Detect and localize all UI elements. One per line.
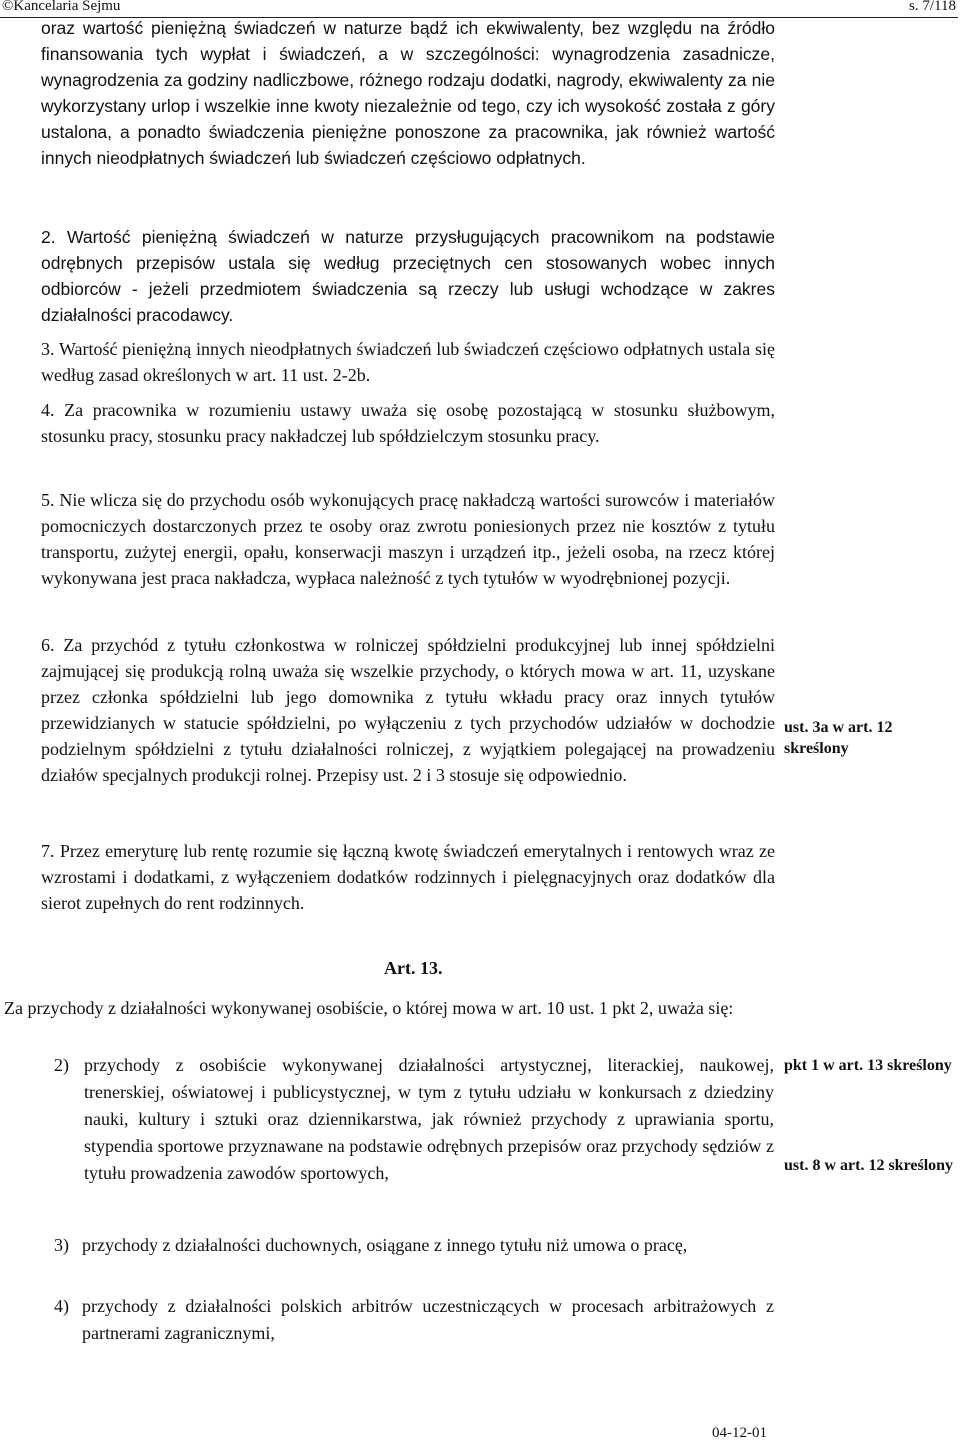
paragraph-text: Za pracownika w rozumieniu ustawy uważa się osobę pozostającą w stosunku służbowym, stosunku pracy, stosunku pracy nakładczej lub spółdzielczym stosunku pracy.: [41, 400, 775, 446]
paragraph-number: 5.: [41, 490, 55, 510]
margin-note: pkt 1 w art. 13 skreślony: [784, 1057, 952, 1074]
paragraph-text: Przez emeryturę lub rentę rozumie się łączną kwotę świadczeń emerytalnych i rentowych wraz ze wzrostami i dodatkami, z wyłączeniem dodatków rodzinnych i pielęgnacyjnych oraz dodatków dla sierot zupełnych do rent rodzinnych.: [41, 841, 776, 913]
paragraph-number: 3.: [41, 339, 55, 359]
paragraph-text: Wartość pieniężną innych nieodpłatnych świadczeń lub świadczeń częściowo odpłatnych ustala się według zasad określonych w art. 11 ust. 2-2b.: [41, 339, 775, 385]
footer-date: 04-12-01: [712, 1425, 767, 1441]
paragraph-2: [41, 224, 775, 328]
margin-note: ust. 8 w art. 12 skreślony: [784, 1157, 954, 1174]
header-publisher: ©Kancelaria Sejmu: [2, 0, 121, 14]
paragraph-text: Wartość pieniężną świadczeń w naturze przysługujących pracownikom na podstawie odrębnych przepisów ustala się według przeciętnych cen stosowanych wobec innych odbiorców - jeżeli przedmiotem świadczenia są rzeczy lub usługi wchodzące w zakres działalności pracodawcy.: [41, 227, 775, 325]
item-text: przychody z działalności polskich arbitrów uczestniczących w procesach arbitrażowych z partnerami zagranicznymi,: [82, 1296, 774, 1343]
article-item: [54, 1293, 774, 1347]
item-label: 4): [54, 1296, 69, 1316]
paragraph-6: [41, 632, 775, 788]
paragraph-7: [41, 838, 775, 916]
paragraph-number: 4.: [41, 400, 55, 420]
article-lead: Za przychody z działalności wykonywanej osobiście, o której mowa w art. 10 ust. 1 pkt 2, uważa się:: [4, 998, 734, 1018]
paragraph-text: Za przychód z tytułu członkostwa w rolniczej spółdzielni produkcyjnej lub innej spółdzielni zajmującej się produkcją rolną uważa się wszelkie przychody, o których mowa w art. 11, uzyskane przez członka spółdzielni lub jego domownika z tytułu wkładu pracy oraz innych tytułów przewidzianych w statucie spółdzielni, po wyłączeniu z tych przychodów udziałów w dochodzie podzielnym spółdzielni z tytułu działalności rolniczej, z wyjątkiem polegającej na prowadzeniu działów specjalnych produkcji rolnej. Przepisy ust. 2 i 3 stosuje się odpowiednio.: [41, 635, 776, 785]
paragraph-1-continuation: oraz wartość pieniężną świadczeń w naturze bądź ich ekwiwalenty, bez względu na źródło finansowania tych wypłat i świadczeń, a w szczególności: wynagrodzenia zasadnicze, wynagrodzenia za godziny nadliczbowe, różnego rodzaju dodatki, nagrody, ekwiwalenty za nie wykorzystany urlop i wszelkie inne kwoty niezależnie od tego, czy ich wysokość została z góry ustalona, a ponadto świadczenia pieniężne ponoszone za pracownika, jak również wartość innych nieodpłatnych świadczeń lub świadczeń częściowo odpłatnych.: [41, 18, 775, 168]
paragraph-5: [41, 487, 775, 591]
paragraph-text: Nie wlicza się do przychodu osób wykonujących pracę nakładczą wartości surowców i materiałów pomocniczych dostarczonych przez te osoby oraz zwrotu poniesionych przez nie kosztów z tytułu transportu, zużytej energii, opału, konserwacji maszyn i urządzeń itp., jeżeli osoba, na rzecz której wykonywana jest praca nakładcza, wypłaca należność z tych tytułów w wyodrębnionej pozycji.: [41, 490, 775, 588]
paragraph-3: [41, 336, 775, 388]
article-title: Art. 13.: [384, 958, 443, 978]
header-page-number: s. 7/118: [909, 0, 956, 14]
paragraph-number: 2.: [41, 227, 56, 247]
item-label: 3): [54, 1235, 69, 1255]
article-item: [54, 1232, 774, 1259]
paragraph-number: 6.: [41, 635, 55, 655]
margin-note: ust. 3a w art. 12 skreślony: [784, 719, 893, 757]
paragraph-4: [41, 397, 775, 449]
paragraph-number: 7.: [41, 841, 55, 861]
item-label: 2): [54, 1055, 69, 1075]
item-text: przychody z działalności duchownych, osiągane z innego tytułu niż umowa o pracę,: [82, 1235, 688, 1255]
article-item: [54, 1052, 774, 1187]
item-text: przychody z osobiście wykonywanej działalności artystycznej, literackiej, naukowej, trenerskiej, oświatowej i publicystycznej, w tym z tytułu udziału w konkursach z dziedziny nauki, kultury i sztuki oraz dziennikarstwa, jak również przychody z uprawiania sportu, stypendia sportowe przyznawane na podstawie odrębnych przepisów oraz przychody sędziów z tytułu prowadzenia zawodów sportowych,: [84, 1055, 774, 1183]
